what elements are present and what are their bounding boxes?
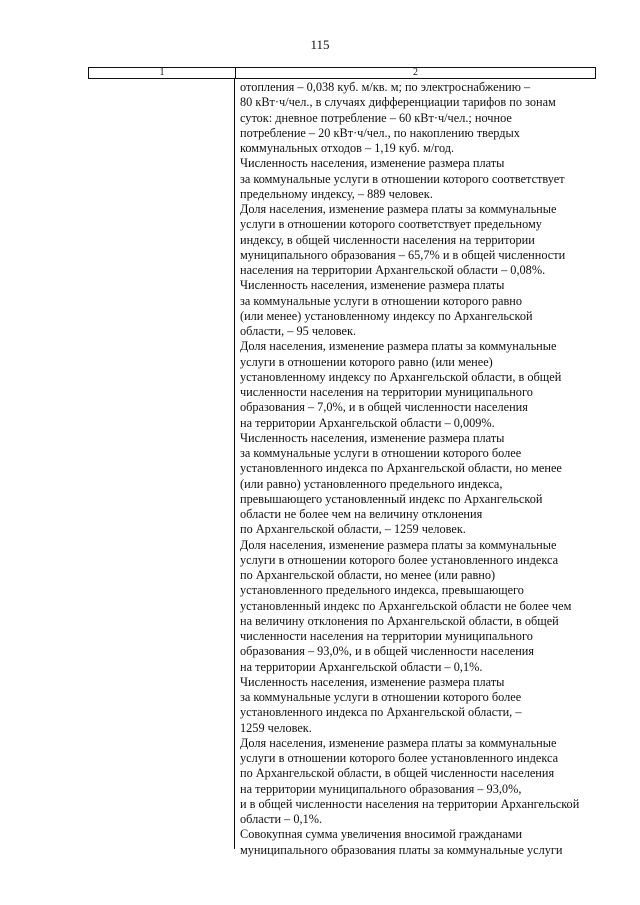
text-line: на территории Архангельской области – 0,009%.: [240, 415, 495, 430]
text-line: области, – 95 человек.: [240, 324, 357, 338]
text-line: 1259 человек.: [240, 720, 312, 735]
text-line: за коммунальные услуги в отношении которого равно: [240, 293, 523, 308]
text-line: муниципального образования платы за коммунальные услуги: [240, 842, 563, 857]
text-line: численности населения на территории муниципального: [240, 629, 533, 643]
text-line: Доля населения, изменение размера платы за коммунальные: [240, 537, 557, 552]
text-line: отопления – 0,038 куб. м/кв. м; по электроснабжению –: [240, 80, 531, 94]
text-line: (или равно) установленного предельного индекса,: [240, 476, 503, 491]
text-line: на территории муниципального образования – 93,0%,: [240, 781, 522, 796]
text-line: численности населения на территории муниципального: [240, 385, 533, 399]
text-line: установленного предельного индекса, превышающего: [240, 583, 524, 598]
text-line: суток: дневное потребление – 60 кВт·ч/чел.; ночное: [240, 110, 512, 125]
text-line: коммунальных отходов – 1,19 куб. м/год.: [240, 141, 455, 155]
text-line: на территории Архангельской области – 0,1%.: [240, 659, 483, 674]
text-line: населения на территории Архангельской области – 0,08%.: [240, 263, 546, 277]
text-line: 80 кВт·ч/чел., в случаях дифференциации тарифов по зонам: [240, 95, 556, 110]
text-line: Доля населения, изменение размера платы за коммунальные: [240, 202, 557, 216]
text-line: потребление – 20 кВт·ч/чел., по накоплению твердых: [240, 125, 520, 140]
text-line: Численность населения, изменение размера платы: [240, 278, 505, 293]
text-line: (или менее) установленному индексу по Архангельской: [240, 308, 533, 323]
text-line: услуги в отношении которого более установленного индекса: [240, 751, 559, 765]
text-line: установленного индекса по Архангельской области, –: [240, 705, 522, 720]
column-header-2: 2: [413, 67, 418, 78]
text-line: области не более чем на величину отклонения: [240, 507, 483, 521]
text-line: по Архангельской области, в общей численности населения: [240, 766, 555, 781]
text-line: услуги в отношении которого равно (или менее): [240, 354, 493, 369]
text-line: Численность населения, изменение размера платы: [240, 674, 505, 689]
text-line: Численность населения, изменение размера платы: [240, 156, 505, 171]
text-line: Совокупная сумма увеличения вносимой гражданами: [240, 827, 523, 842]
text-line: предельному индексу, – 889 человек.: [240, 186, 433, 201]
text-line: образования – 93,0%, и в общей численности населения: [240, 644, 535, 659]
text-line: по Архангельской области, но менее (или равно): [240, 568, 496, 582]
text-line: образования – 7,0%, и в общей численности населения: [240, 400, 528, 415]
text-line: за коммунальные услуги в отношении которого более: [240, 446, 522, 460]
table-header-row: [88, 67, 596, 79]
text-line: за коммунальные услуги в отношении которого более: [240, 690, 522, 704]
column-2-text: [240, 80, 600, 858]
text-line: Численность населения, изменение размера платы: [240, 430, 505, 445]
text-line: на величину отклонения по Архангельской области, в общей: [240, 613, 559, 628]
text-line: области – 0,1%.: [240, 812, 323, 826]
text-line: Доля населения, изменение размера платы за коммунальные: [240, 735, 557, 750]
text-line: услуги в отношении которого соответствует предельному: [240, 217, 542, 232]
text-line: услуги в отношении которого более установленного индекса: [240, 552, 559, 567]
text-line: по Архангельской области, – 1259 человек.: [240, 522, 466, 537]
text-line: Доля населения, изменение размера платы за коммунальные: [240, 339, 557, 354]
text-line: установленного индекса по Архангельской области, но менее: [240, 461, 562, 476]
text-line: превышающего установленный индекс по Архангельской: [240, 491, 543, 506]
text-line: установленному индексу по Архангельской области, в общей: [240, 369, 562, 384]
column-header-1: 1: [89, 68, 236, 78]
text-line: и в общей численности населения на территории Архангельской: [240, 796, 580, 811]
text-line: индексу, в общей численности населения на территории: [240, 232, 535, 247]
page-number: 115: [310, 37, 330, 52]
text-line: установленный индекс по Архангельской области не более чем: [240, 598, 572, 613]
column-divider: [234, 79, 235, 849]
text-line: за коммунальные услуги в отношении которого соответствует: [240, 171, 565, 186]
text-line: муниципального образования – 65,7% и в общей численности: [240, 247, 566, 262]
